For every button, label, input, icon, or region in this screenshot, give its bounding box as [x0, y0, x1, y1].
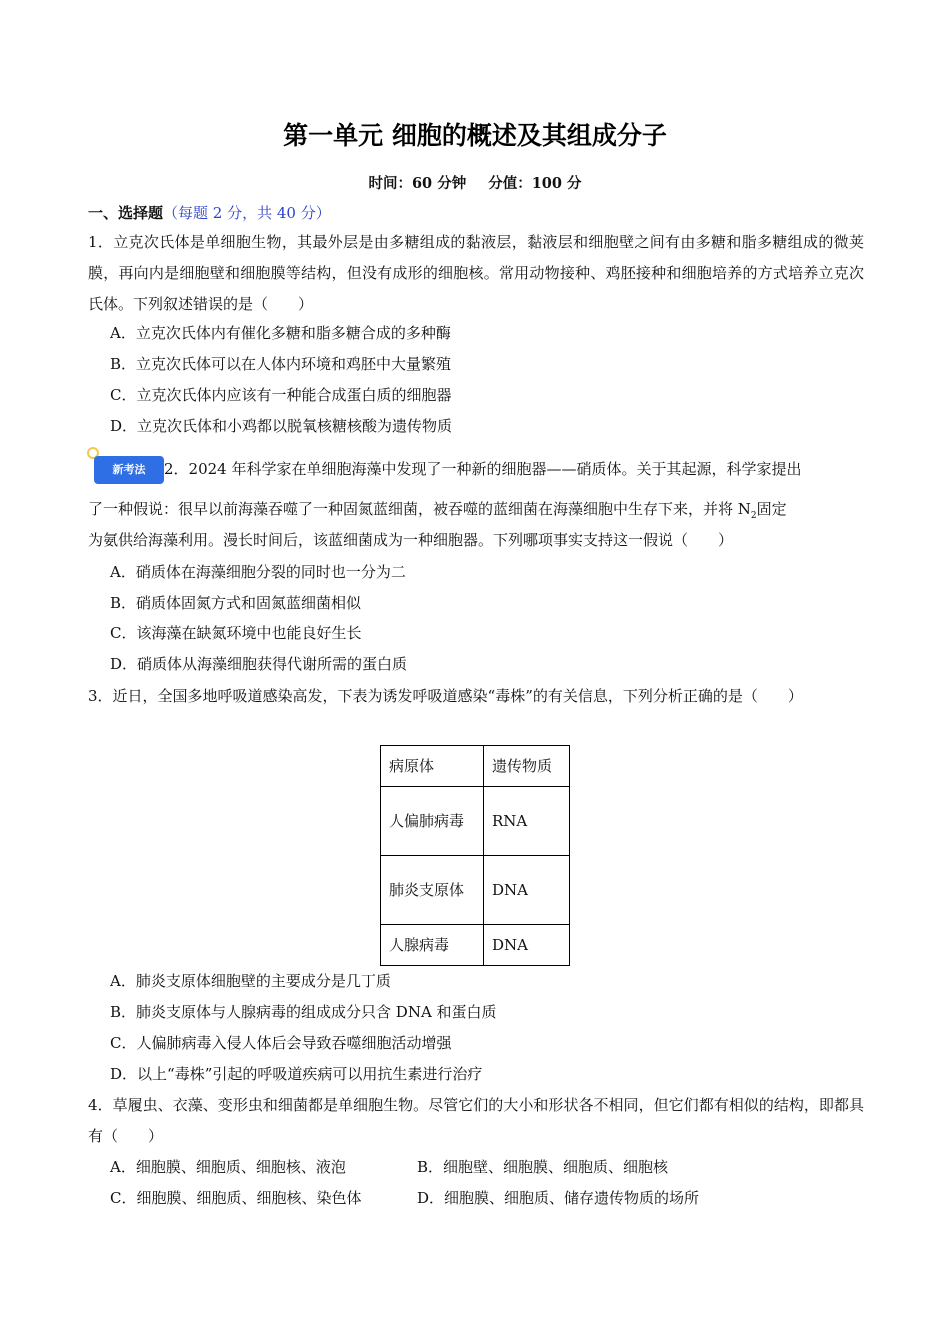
question-2-option-b: B．硝质体固氮方式和固氮蓝细菌相似	[110, 594, 362, 612]
question-4-option-c: C．细胞膜、细胞质、细胞核、染色体	[110, 1189, 362, 1207]
question-3-option-b: B．肺炎支原体与人腺病毒的组成成分只含 DNA 和蛋白质	[110, 1003, 497, 1021]
pathogen-table	[380, 745, 570, 966]
table-cell: RNA	[484, 787, 570, 856]
table-header-cell: 病原体	[381, 746, 484, 787]
question-2-stem-line3: 为氨供给海藻利用。漫长时间后，该蓝细菌成为一种细胞器。下列哪项事实支持这一假说（ ）	[88, 531, 734, 549]
table-header-cell: 遗传物质	[484, 746, 570, 787]
question-1-option-d: D．立克次氏体和小鸡都以脱氧核糖核酸为遗传物质	[110, 417, 453, 435]
question-4-option-d: D．细胞膜、细胞质、储存遗传物质的场所	[417, 1189, 700, 1207]
table-cell: 人腺病毒	[381, 925, 484, 966]
question-2-stem-line1: 2．2024 年科学家在单细胞海藻中发现了一种新的细胞器——硝质体。关于其起源，科学家提出	[164, 460, 802, 478]
table-cell: 人偏肺病毒	[381, 787, 484, 856]
table-row	[381, 925, 570, 966]
table-row	[381, 787, 570, 856]
exam-score: 分值：100 分	[488, 175, 582, 192]
question-2-line2-text: 了一种假说：很早以前海藻吞噬了一种固氮蓝细菌，被吞噬的蓝细菌在海藻细胞中生存下来，并将 N	[88, 500, 751, 518]
question-1-option-a: A．立克次氏体内有催化多糖和脂多糖合成的多种酶	[110, 324, 451, 342]
section-note: （每题 2 分，共 40 分）	[163, 204, 331, 222]
question-2-option-d: D．硝质体从海藻细胞获得代谢所需的蛋白质	[110, 655, 408, 673]
nitrogen-subscript: 2	[750, 511, 757, 521]
question-3-option-c: C．人偏肺病毒入侵人体后会导致吞噬细胞活动增强	[110, 1034, 452, 1052]
question-2-option-c: C．该海藻在缺氮环境中也能良好生长	[110, 624, 362, 642]
question-1-option-c: C．立克次氏体内应该有一种能合成蛋白质的细胞器	[110, 386, 452, 404]
question-2-line2-tail: 固定	[756, 500, 787, 518]
question-4-option-b: B．细胞壁、细胞膜、细胞质、细胞核	[417, 1158, 669, 1176]
table-header-row	[381, 746, 570, 787]
exam-meta	[0, 172, 950, 193]
table-cell: DNA	[484, 856, 570, 925]
question-4-stem: 4．草履虫、衣藻、变形虫和细菌都是单细胞生物。尽管它们的大小和形状各不相同，但它们都有相似的结构，即都具有（ ）	[88, 1096, 864, 1145]
new-method-badge: 新考法	[94, 456, 164, 484]
question-2-option-a: A．硝质体在海藻细胞分裂的同时也一分为二	[110, 563, 406, 581]
table-row	[381, 856, 570, 925]
table-cell: 肺炎支原体	[381, 856, 484, 925]
page-title: 第一单元 细胞的概述及其组成分子	[283, 121, 667, 150]
question-4-option-a: A．细胞膜、细胞质、细胞核、液泡	[110, 1158, 346, 1176]
question-1-stem: 1．立克次氏体是单细胞生物，其最外层是由多糖组成的黏液层，黏液层和细胞壁之间有由多糖和脂多糖组成的微荚膜，再向内是细胞壁和细胞膜等结构，但没有成形的细胞核。常用动物接种、鸡胚接种和细胞培养的方式培养立克次氏体。下列叙述错误的是（ ）	[88, 233, 864, 313]
exam-time: 时间：60 分钟	[368, 175, 467, 192]
section-title: 一、选择题	[88, 204, 164, 222]
question-3-stem: 3．近日，全国多地呼吸道感染高发，下表为诱发呼吸道感染“毒株”的有关信息，下列分析正确的是（ ）	[88, 687, 803, 705]
table-cell: DNA	[484, 925, 570, 966]
question-1-option-b: B．立克次氏体可以在人体内环境和鸡胚中大量繁殖	[110, 355, 452, 373]
section-heading	[88, 202, 331, 223]
question-3-option-d: D．以上“毒株”引起的呼吸道疾病可以用抗生素进行治疗	[110, 1065, 483, 1083]
question-3-option-a: A．肺炎支原体细胞壁的主要成分是几丁质	[110, 972, 391, 990]
